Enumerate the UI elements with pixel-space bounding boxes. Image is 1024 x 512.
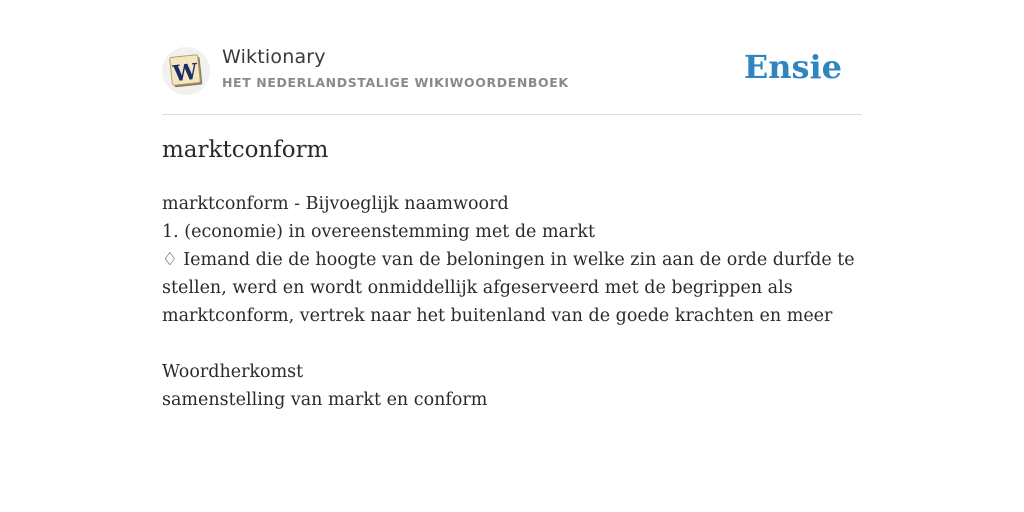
ensie-brand-link[interactable]: Ensie bbox=[743, 48, 842, 86]
example-line: marktconform, vertrek naar het buitenland van de goede krachten en meer bbox=[162, 306, 833, 326]
site-tagline: HET NEDERLANDSTALIGE WIKIWOORDENBOEK bbox=[222, 75, 569, 90]
entry-headline: marktconform - Bijvoeglijk naamwoord bbox=[162, 194, 509, 214]
site-name[interactable]: Wiktionary bbox=[222, 46, 326, 68]
page-container bbox=[162, 0, 862, 410]
wiktionary-tile-icon bbox=[166, 51, 206, 91]
etymology-heading: Woordherkomst bbox=[162, 362, 304, 382]
wiktionary-logo-icon[interactable] bbox=[162, 47, 210, 95]
logo-letter: W bbox=[171, 58, 199, 88]
entry-definition: 1. (economie) in overeenstemming met de markt bbox=[162, 222, 595, 242]
example-line: stellen, werd en wordt onmiddellijk afgeserveerd met de begrippen als bbox=[162, 278, 793, 298]
example-line: ♢ Iemand die de hoogte van de beloningen in welke zin aan de orde durfde te bbox=[162, 250, 855, 270]
spacer bbox=[162, 330, 862, 358]
page-title: marktconform bbox=[162, 137, 329, 163]
entry-body bbox=[162, 190, 862, 414]
site-header bbox=[162, 0, 862, 115]
etymology-text: samenstelling van markt en conform bbox=[162, 390, 488, 410]
